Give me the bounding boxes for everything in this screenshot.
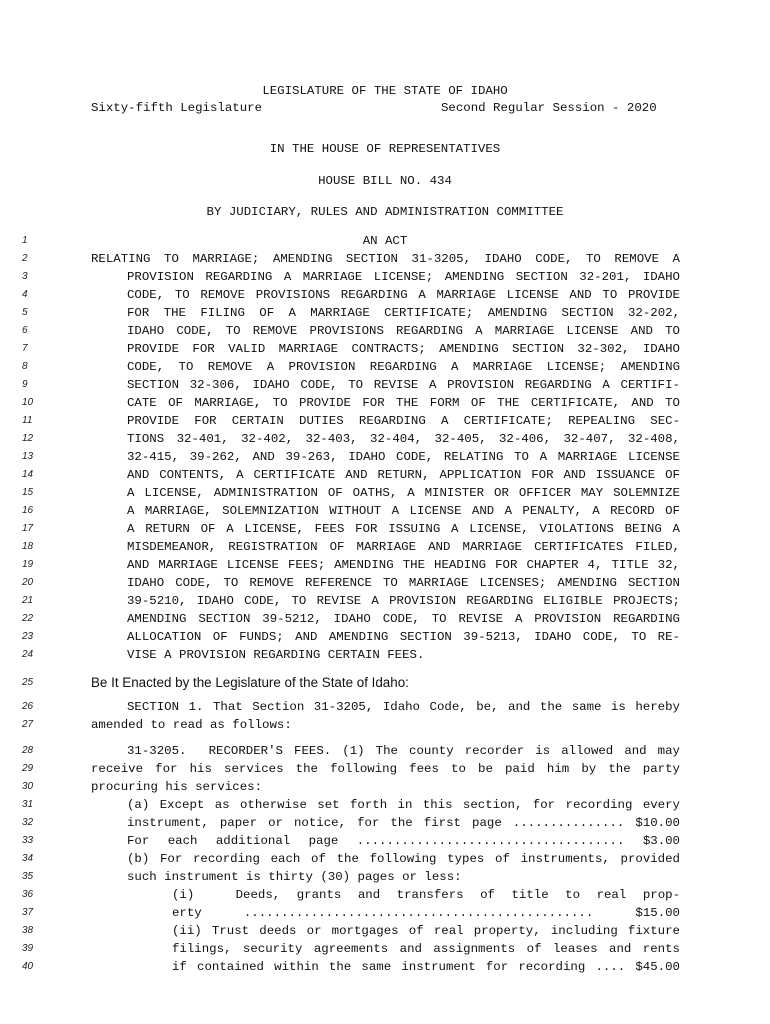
line-number: 26 <box>22 701 34 712</box>
line-text: such instrument is thirty (30) pages or less: <box>127 870 462 884</box>
line-number: 15 <box>22 487 34 498</box>
line-number: 12 <box>22 433 34 444</box>
line-number: 14 <box>22 469 34 480</box>
bill-line <box>0 646 770 664</box>
line-number: 7 <box>22 343 28 354</box>
line-number: 10 <box>22 397 34 408</box>
line-text: CODE, TO REMOVE PROVISIONS REGARDING A MARRIAGE LICENSE AND TO PROVIDE <box>127 288 680 302</box>
line-text: IDAHO CODE, TO REMOVE PROVISIONS REGARDING A MARRIAGE LICENSE AND TO <box>127 324 680 338</box>
line-text: procuring his services: <box>91 780 263 794</box>
legislature-number: Sixty-fifth Legislature <box>91 101 263 115</box>
bill-line <box>0 520 770 538</box>
bill-line <box>0 922 770 940</box>
line-text: filings, security agreements and assignments of leases and rents <box>172 942 680 956</box>
line-number: 13 <box>22 451 34 462</box>
bill-line <box>0 868 770 886</box>
line-text: instrument, paper or notice, for the first page ............... $10.00 <box>127 816 680 830</box>
line-number: 2 <box>22 253 28 264</box>
line-text: For each additional page .................................... $3.00 <box>127 834 680 848</box>
bill-line <box>0 940 770 958</box>
sponsor-line: BY JUDICIARY, RULES AND ADMINISTRATION COMMITTEE <box>206 205 564 219</box>
line-text: A MARRIAGE, SOLEMNIZATION WITHOUT A LICENSE AND A PENALTY, A RECORD OF <box>127 504 680 518</box>
line-number: 32 <box>22 817 34 828</box>
line-number: 3 <box>22 271 28 282</box>
line-text: VISE A PROVISION REGARDING CERTAIN FEES. <box>127 648 425 662</box>
line-text: 31-3205. RECORDER'S FEES. (1) The county recorder is allowed and may <box>127 744 680 758</box>
bill-line <box>0 430 770 448</box>
bill-line <box>0 466 770 484</box>
line-number: 9 <box>22 379 28 390</box>
line-number: 34 <box>22 853 34 864</box>
line-number: 19 <box>22 559 34 570</box>
bill-line <box>0 232 770 250</box>
bill-line <box>0 628 770 646</box>
line-text: AND CONTENTS, A CERTIFICATE AND RETURN, APPLICATION FOR AND ISSUANCE OF <box>127 468 680 482</box>
line-text: MISDEMEANOR, REGISTRATION OF MARRIAGE AND MARRIAGE CERTIFICATES FILED, <box>127 540 680 554</box>
line-number: 29 <box>22 763 34 774</box>
bill-line <box>0 958 770 976</box>
line-number: 37 <box>22 907 34 918</box>
bill-line <box>0 268 770 286</box>
line-number: 28 <box>22 745 34 756</box>
line-number: 1 <box>22 235 28 246</box>
line-number: 30 <box>22 781 34 792</box>
line-text: A LICENSE, ADMINISTRATION OF OATHS, A MINISTER OR OFFICER MAY SOLEMNIZE <box>127 486 680 500</box>
line-number: 24 <box>22 649 34 660</box>
line-number: 27 <box>22 719 34 730</box>
bill-line <box>0 886 770 904</box>
legislature-heading: LEGISLATURE OF THE STATE OF IDAHO <box>262 84 508 98</box>
bill-line <box>0 716 770 734</box>
line-number: 36 <box>22 889 34 900</box>
bill-line <box>0 286 770 304</box>
line-number: 33 <box>22 835 34 846</box>
line-text: CATE OF MARRIAGE, TO PROVIDE FOR THE FORM OF THE CERTIFICATE, AND TO <box>127 396 680 410</box>
bill-line <box>0 556 770 574</box>
line-text: AMENDING SECTION 39-5212, IDAHO CODE, TO REVISE A PROVISION REGARDING <box>127 612 680 626</box>
line-number: 38 <box>22 925 34 936</box>
line-number: 25 <box>22 677 34 688</box>
bill-line <box>0 850 770 868</box>
bill-number: HOUSE BILL NO. 434 <box>318 174 452 188</box>
bill-line <box>0 448 770 466</box>
line-text: Be It Enacted by the Legislature of the State of Idaho: <box>91 675 409 690</box>
bill-line <box>0 340 770 358</box>
line-text: 32-415, 39-262, AND 39-263, IDAHO CODE, RELATING TO A MARRIAGE LICENSE <box>127 450 680 464</box>
line-text: PROVIDE FOR VALID MARRIAGE CONTRACTS; AMENDING SECTION 32-302, IDAHO <box>127 342 680 356</box>
line-number: 18 <box>22 541 34 552</box>
line-text: AN ACT <box>362 234 408 248</box>
bill-line <box>0 814 770 832</box>
line-text: SECTION 1. That Section 31-3205, Idaho Code, be, and the same is hereby <box>127 700 680 714</box>
bill-line <box>0 796 770 814</box>
bill-line <box>0 698 770 716</box>
bill-line <box>0 760 770 778</box>
line-number: 39 <box>22 943 34 954</box>
bill-line <box>0 574 770 592</box>
bill-line <box>0 394 770 412</box>
bill-line <box>0 250 770 268</box>
bill-line <box>0 674 770 692</box>
line-text: (i) Deeds, grants and transfers of title to real prop- <box>172 888 680 902</box>
line-number: 17 <box>22 523 34 534</box>
line-text: receive for his services the following fees to be paid him by the party <box>91 762 680 776</box>
line-number: 31 <box>22 799 34 810</box>
line-text: TIONS 32-401, 32-402, 32-403, 32-404, 32-405, 32-406, 32-407, 32-408, <box>127 432 680 446</box>
bill-line <box>0 538 770 556</box>
line-text: (a) Except as otherwise set forth in this section, for recording every <box>127 798 680 812</box>
line-number: 4 <box>22 289 28 300</box>
bill-line <box>0 778 770 796</box>
bill-line <box>0 322 770 340</box>
line-number: 20 <box>22 577 34 588</box>
line-text: SECTION 32-306, IDAHO CODE, TO REVISE A PROVISION REGARDING A CERTIFI- <box>127 378 680 392</box>
bill-line <box>0 358 770 376</box>
line-text: 39-5210, IDAHO CODE, TO REVISE A PROVISION REGARDING ELIGIBLE PROJECTS; <box>127 594 680 608</box>
line-text: IDAHO CODE, TO REMOVE REFERENCE TO MARRIAGE LICENSES; AMENDING SECTION <box>127 576 680 590</box>
line-number: 22 <box>22 613 34 624</box>
bill-line <box>0 376 770 394</box>
bill-line <box>0 610 770 628</box>
line-number: 5 <box>22 307 28 318</box>
line-text: (b) For recording each of the following types of instruments, provided <box>127 852 680 866</box>
line-number: 16 <box>22 505 34 516</box>
bill-line <box>0 304 770 322</box>
bill-line <box>0 832 770 850</box>
line-text: RELATING TO MARRIAGE; AMENDING SECTION 31-3205, IDAHO CODE, TO REMOVE A <box>91 252 680 266</box>
bill-line <box>0 592 770 610</box>
line-text: PROVIDE FOR CERTAIN DUTIES REGARDING A CERTIFICATE; REPEALING SEC- <box>127 414 680 428</box>
line-text: ALLOCATION OF FUNDS; AND AMENDING SECTION 39-5213, IDAHO CODE, TO RE- <box>127 630 680 644</box>
line-text: AND MARRIAGE LICENSE FEES; AMENDING THE HEADING FOR CHAPTER 4, TITLE 32, <box>127 558 680 572</box>
bill-line <box>0 412 770 430</box>
bill-line <box>0 742 770 760</box>
line-number: 21 <box>22 595 34 606</box>
bill-line <box>0 484 770 502</box>
line-number: 23 <box>22 631 34 642</box>
line-number: 6 <box>22 325 28 336</box>
line-text: (ii) Trust deeds or mortgages of real property, including fixture <box>172 924 680 938</box>
session-label: Second Regular Session - 2020 <box>441 101 657 115</box>
line-text: FOR THE FILING OF A MARRIAGE CERTIFICATE; AMENDING SECTION 32-202, <box>127 306 680 320</box>
line-text: CODE, TO REMOVE A PROVISION REGARDING A MARRIAGE LICENSE; AMENDING <box>127 360 680 374</box>
line-text: PROVISION REGARDING A MARRIAGE LICENSE; AMENDING SECTION 32-201, IDAHO <box>127 270 680 284</box>
line-number: 40 <box>22 961 34 972</box>
bill-line <box>0 904 770 922</box>
line-text: amended to read as follows: <box>91 718 292 732</box>
line-text: if contained within the same instrument for recording .... $45.00 <box>172 960 680 974</box>
line-number: 8 <box>22 361 28 372</box>
line-text: A RETURN OF A LICENSE, FEES FOR ISSUING A LICENSE, VIOLATIONS BEING A <box>127 522 680 536</box>
line-text: erty ............................................... $15.00 <box>172 906 680 920</box>
chamber-heading: IN THE HOUSE OF REPRESENTATIVES <box>269 142 501 156</box>
line-number: 35 <box>22 871 34 882</box>
bill-line <box>0 502 770 520</box>
line-number: 11 <box>22 415 33 426</box>
